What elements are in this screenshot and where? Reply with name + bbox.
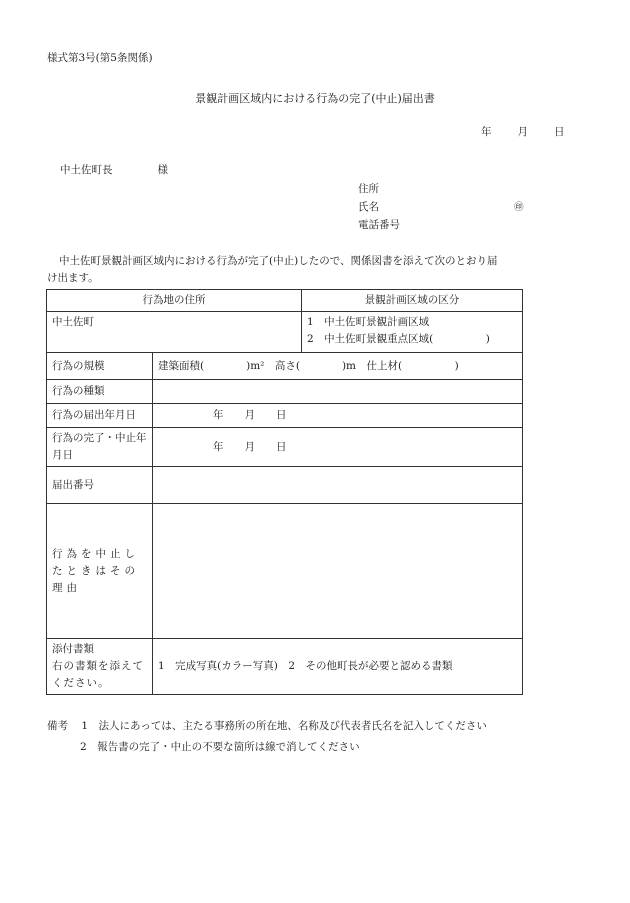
- reason-value[interactable]: [153, 504, 523, 639]
- notes-label: 備考: [47, 720, 68, 732]
- notify-date-value: 年 月 日: [153, 404, 523, 428]
- notify-number-label: 届出番号: [47, 467, 153, 504]
- seal-mark: ㊞: [514, 202, 524, 213]
- attachment-label: [47, 639, 153, 695]
- applicant-name-label: 氏名: [358, 201, 379, 213]
- date-year: 年: [481, 126, 492, 138]
- complete-date-value: 年 月 日: [153, 428, 523, 467]
- note-2: 2 報告書の完了・中止の不要な箇所は線で消してください: [80, 741, 360, 753]
- attachment-label-note: 右の書類を添えてください。: [52, 660, 144, 689]
- applicant-address-label: 住所: [358, 183, 379, 195]
- scale-label: 行為の規模: [47, 353, 153, 380]
- zone-option-2: 2 中土佐町景観重点区域( ): [307, 333, 490, 345]
- date-day: 日: [554, 126, 565, 138]
- zone-header: 景観計画区域の区分: [302, 290, 523, 312]
- form-number: 様式第3号(第5条関係): [47, 52, 153, 64]
- zone-options: [302, 312, 523, 353]
- zone-option-1: 1 中土佐町景観計画区域: [307, 316, 430, 328]
- type-label: 行為の種類: [47, 380, 153, 404]
- note-line-1: [47, 716, 487, 737]
- location-value: 中土佐町: [47, 312, 302, 353]
- note-line-2: [47, 737, 487, 758]
- date-line: [481, 124, 565, 139]
- reason-label: 行為を中止したときはその理由: [47, 504, 153, 639]
- note-1: 1 法人にあっては、主たる事務所の所在地、名称及び代表者氏名を記入してください: [81, 720, 487, 732]
- addressee-name: 中土佐町長: [60, 164, 113, 176]
- notify-number-value[interactable]: [153, 467, 523, 504]
- attachment-value: 1 完成写真(カラー写真) 2 その他町長が必要と認める書類: [153, 639, 523, 695]
- location-header: 行為地の住所: [47, 290, 302, 312]
- date-month: 月: [517, 126, 528, 138]
- body-text: 中土佐町景観計画区域内における行為が完了(中止)したので、関係図書を添えて次のとおり届け出ます。: [47, 255, 498, 284]
- notification-table: [46, 289, 523, 695]
- complete-date-label: 行為の完了・中止年月日: [47, 428, 153, 467]
- type-value[interactable]: [153, 380, 523, 404]
- document-title: 景観計画区域内における行為の完了(中止)届出書: [195, 92, 435, 105]
- addressee: [60, 162, 168, 177]
- notes-section: [47, 716, 487, 758]
- applicant-block: [358, 180, 400, 234]
- addressee-honorific: 様: [157, 164, 168, 176]
- attachment-label-title: 添付書類: [52, 643, 94, 655]
- scale-value: 建築面積( )m² 高さ( )m 仕上材( ): [153, 353, 523, 380]
- notify-date-label: 行為の届出年月日: [47, 404, 153, 428]
- applicant-phone-label: 電話番号: [358, 219, 400, 231]
